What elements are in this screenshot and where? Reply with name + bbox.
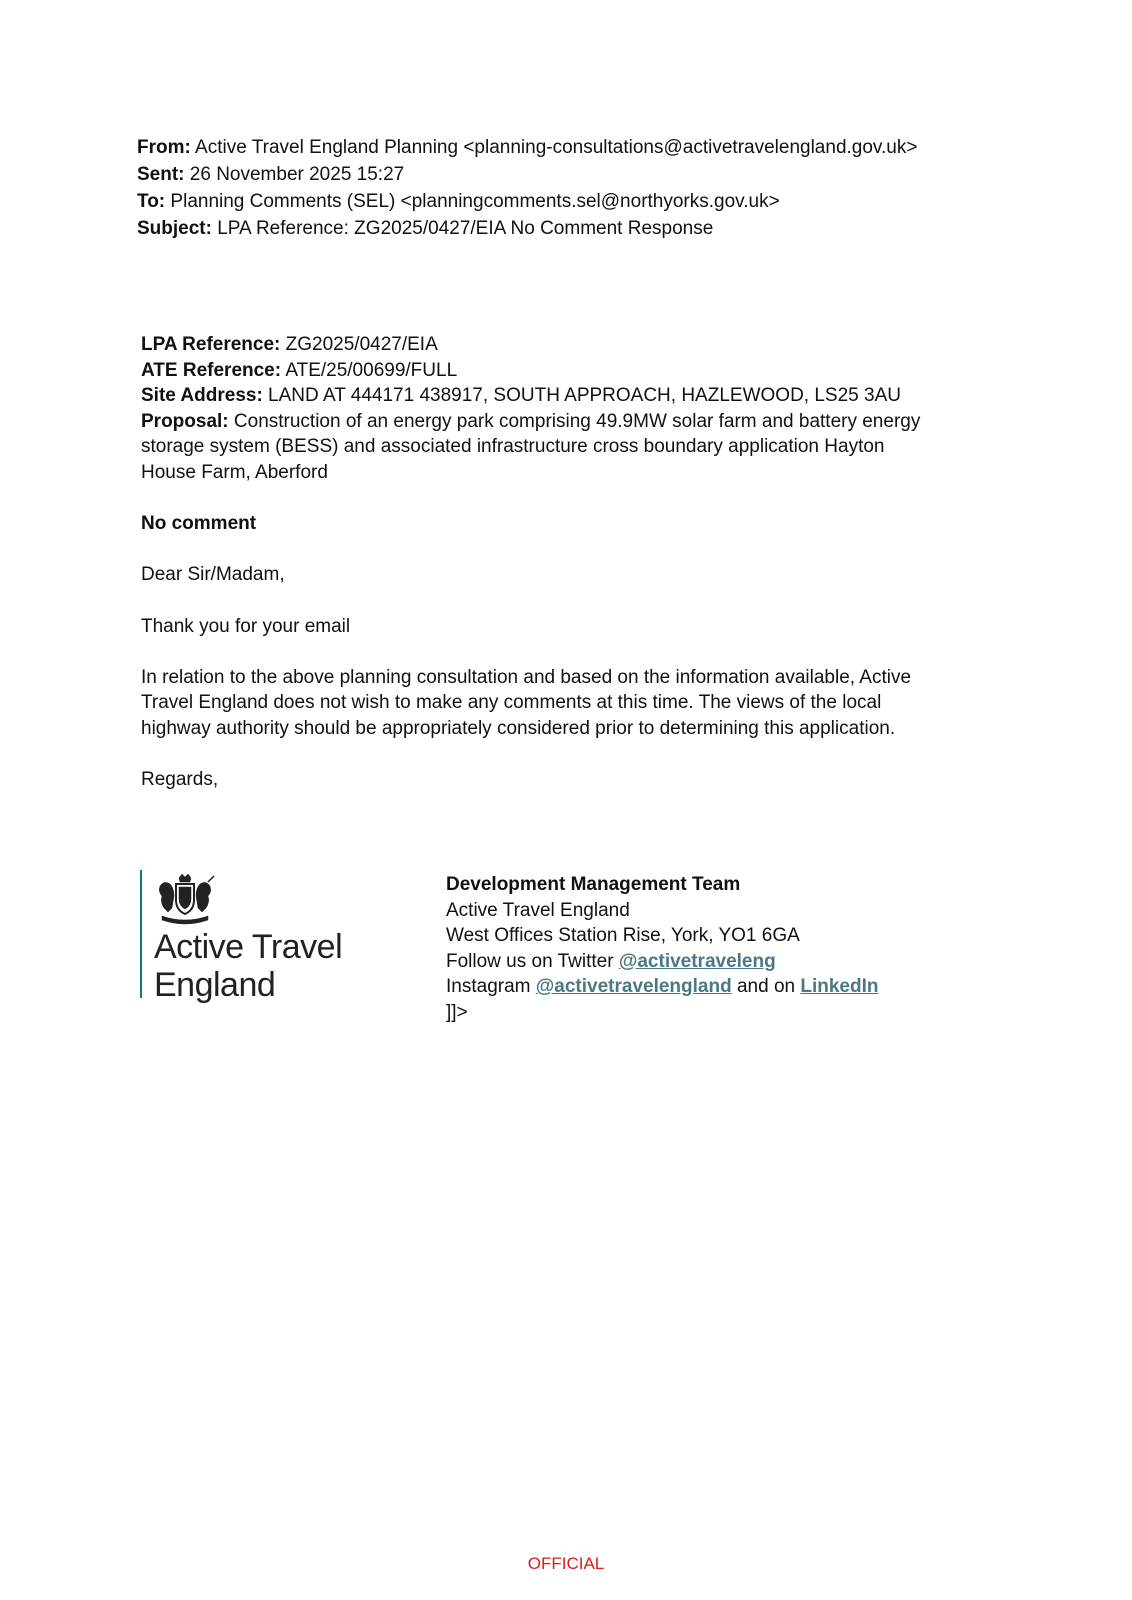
main-paragraph: In relation to the above planning consultation and based on the information available, Active Travel England does not wish to make any comments at this time. The views of the local highway authority should be appropriately considered prior to determining this application. (141, 666, 912, 739)
signature-team: Development Management Team (446, 874, 741, 895)
signature-twitter (446, 949, 1046, 975)
subject-value: LPA Reference: ZG2025/0427/EIA No Comment Response (211, 218, 714, 239)
site-value: LAND AT 444171 438917, SOUTH APPROACH, HAZLEWOOD, LS25 3AU (262, 385, 901, 407)
logo-bar (140, 870, 142, 998)
logo-line-1: Active Travel (154, 928, 343, 966)
signature-trailing: ]]> (446, 1001, 468, 1023)
lpa-value: ZG2025/0427/EIA (280, 334, 438, 355)
to-line (137, 188, 1097, 215)
from-line (137, 134, 1097, 161)
logo-line-2: England (154, 966, 276, 1004)
signature-org: Active Travel England (446, 899, 630, 921)
lpa-label: LPA Reference: (141, 334, 281, 355)
classification-marking: OFFICIAL (527, 1554, 605, 1573)
twitter-link[interactable]: @activetraveleng (618, 950, 776, 972)
subject-line (137, 215, 1097, 242)
instagram-link[interactable]: @activetravelengland (535, 976, 732, 998)
signature-block (446, 872, 1046, 1026)
proposal-value: Construction of an energy park comprising 49.9MW solar farm and battery energy storage system (BESS) and associated infrastructure cross boundary application Hayton House Farm, Aberford (141, 410, 921, 483)
instagram-prefix: Instagram (446, 976, 536, 998)
email-body (141, 332, 931, 793)
royal-crest-icon (152, 872, 218, 928)
to-label: To: (137, 191, 166, 212)
proposal (141, 409, 931, 486)
ate-value: ATE/25/00699/FULL (281, 359, 458, 381)
from-label: From: (137, 137, 191, 158)
no-comment-heading: No comment (141, 513, 257, 535)
greeting: Dear Sir/Madam, (141, 564, 285, 586)
signature-address: West Offices Station Rise, York, YO1 6GA (446, 925, 800, 947)
thanks-line: Thank you for your email (141, 615, 351, 637)
email-header (137, 134, 1097, 242)
linkedin-link[interactable]: LinkedIn (800, 976, 879, 998)
to-value: Planning Comments (SEL) <planningcomments.sel@northyorks.gov.uk> (165, 191, 780, 212)
logo-text (154, 928, 342, 1004)
subject-label: Subject: (137, 218, 212, 239)
sent-value: 26 November 2025 15:27 (184, 164, 405, 185)
lpa-reference (141, 332, 931, 358)
site-label: Site Address: (141, 385, 263, 407)
ate-label: ATE Reference: (141, 359, 282, 381)
from-value: Active Travel England Planning <planning-consultations@activetravelengland.gov.uk> (190, 137, 918, 158)
regards: Regards, (141, 769, 219, 791)
active-travel-england-logo (140, 870, 380, 1004)
sent-label: Sent: (137, 164, 185, 185)
sent-line (137, 161, 1097, 188)
twitter-prefix: Follow us on Twitter (446, 950, 619, 972)
proposal-label: Proposal: (141, 410, 229, 432)
and-on-text: and on (731, 976, 801, 998)
ate-reference (141, 358, 931, 384)
site-address (141, 383, 931, 409)
signature-social (446, 974, 1046, 1000)
